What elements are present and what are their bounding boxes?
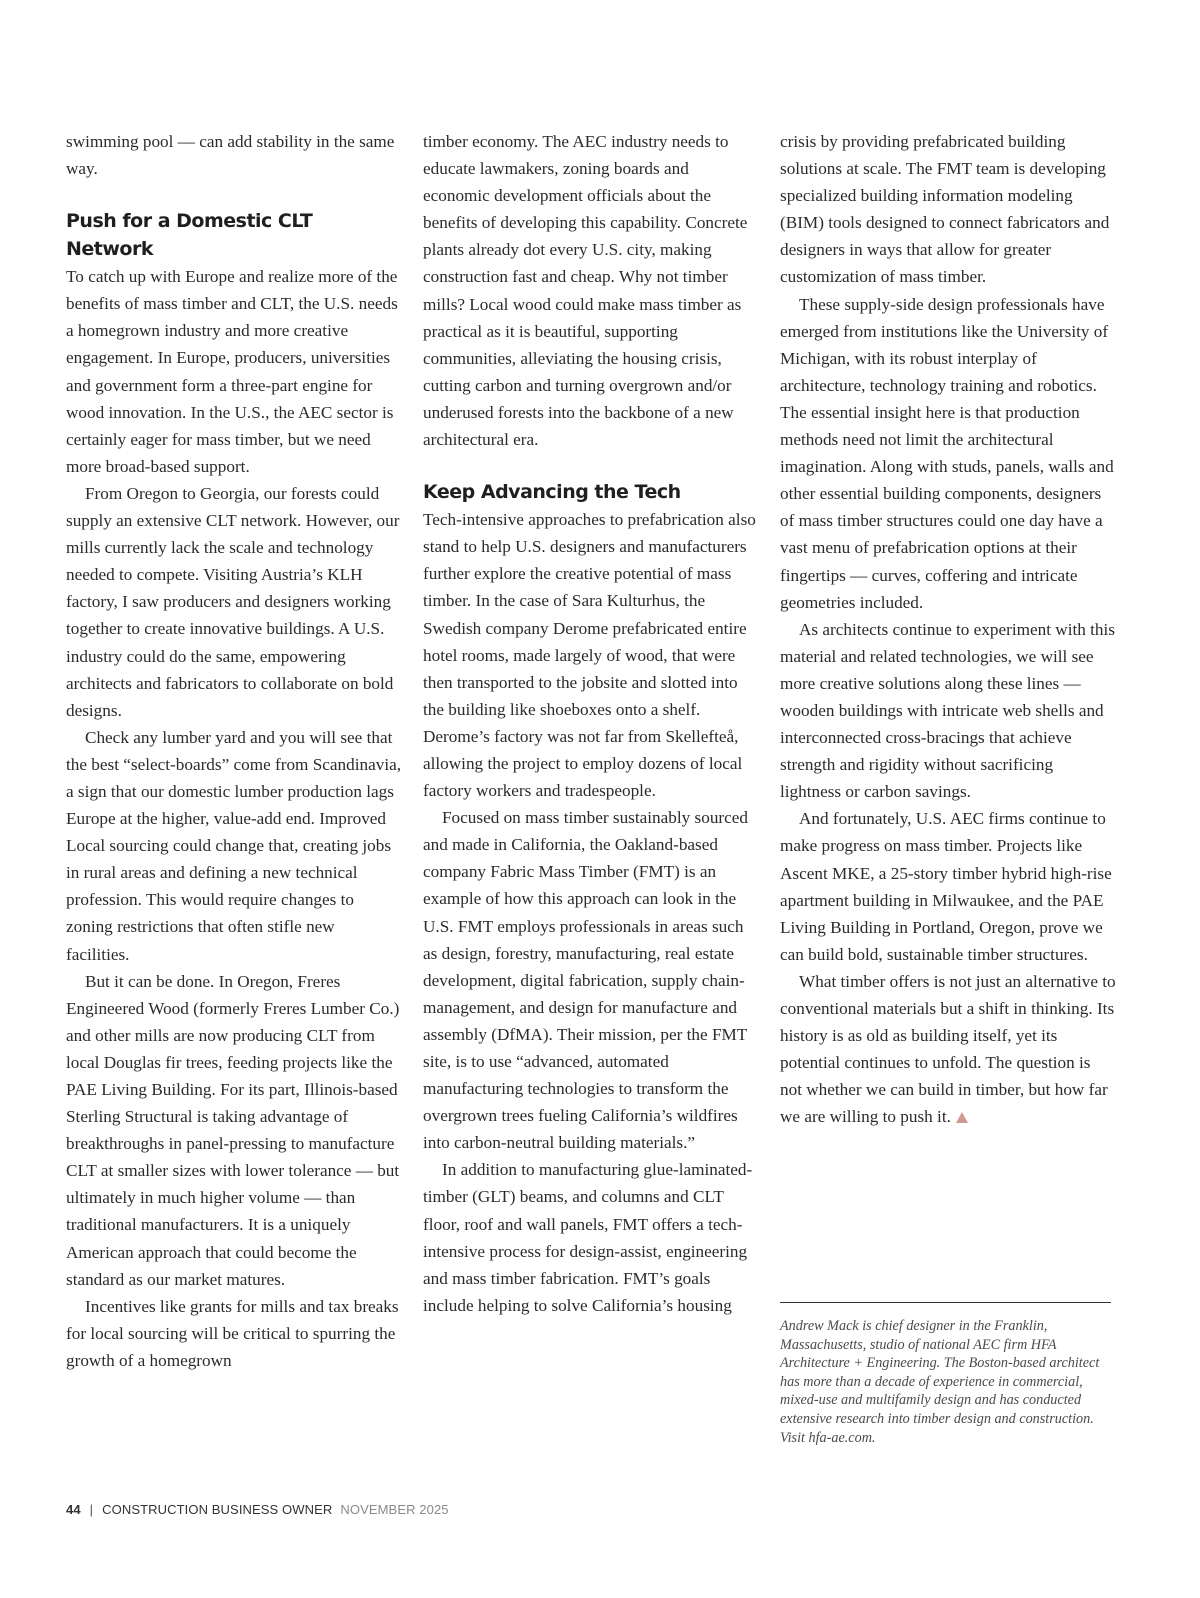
page-footer: [66, 1502, 449, 1517]
paragraph-final: [780, 968, 1116, 1131]
footer-separator: |: [89, 1502, 94, 1517]
paragraph: Tech-intensive approaches to prefabrication also stand to help U.S. designers and manufacturers further explore the creative potential of mass timber. In the case of Sara Kulturhus, the Swedish company Derome prefabricated entire hotel rooms, made largely of wood, that were then transported to the jobsite and slotted into the building like shoeboxes onto a shelf. Derome’s factory was not far from Skellefteå, allowing the project to employ dozens of local factory workers and tradespeople.: [423, 510, 756, 801]
paragraph: In addition to manufacturing glue-laminated-timber (GLT) beams, and columns and CLT floor, roof and wall panels, FMT offers a tech-intensive process for design-assist, engineering and mass timber fabrication. FMT’s goals include helping to solve California’s housing: [423, 1160, 753, 1315]
section-heading: Keep Advancing the Tech: [423, 481, 681, 504]
publication-name: CONSTRUCTION BUSINESS OWNER: [102, 1502, 333, 1517]
paragraph: But it can be done. In Oregon, Freres Engineered Wood (formerly Freres Lumber Co.) and other mills are now producing CLT from local Douglas fir trees, feeding projects like the PAE Living Building. For its part, Illinois-based Sterling Structural is taking advantage of breakthroughs in panel-pressing to manufacture CLT at smaller sizes with lower tolerance — but ultimately in much higher volume — than traditional manufacturers. It is a uniquely American approach that could become the standard as our market matures.: [66, 971, 400, 1289]
article-column-3: [780, 128, 1116, 1130]
paragraph: To catch up with Europe and realize more of the benefits of mass timber and CLT, the U.S. needs a homegrown industry and more creative engagement. In Europe, producers, universities and government form a three-part engine for wood innovation. In the U.S., the AEC sector is certainly eager for mass timber, but we need more broad-based support.: [66, 267, 398, 476]
end-of-article-icon: [956, 1112, 968, 1123]
paragraph: Check any lumber yard and you will see that the best “select-boards” come from Scandinavia, a sign that our domestic lumber production lags Europe at the higher, value-add end. Improved Local sourcing could change that, creating jobs in rural areas and defining a new technical profession. This would require changes to zoning restrictions that often stifle new facilities.: [66, 727, 402, 964]
paragraph: Incentives like grants for mills and tax breaks for local sourcing will be critical to spurring the growth of a homegrown: [66, 1296, 399, 1370]
article-column-1: [66, 128, 402, 1374]
final-paragraph-text: What timber offers is not just an alternative to conventional materials but a shift in thinking. Its history is as old as building itself, yet its potential continues to unfold. The question is not whether we can build in timber, but how far we are willing to push it.: [780, 971, 1116, 1127]
paragraph: From Oregon to Georgia, our forests could supply an extensive CLT network. However, our mills currently lack the scale and technology needed to compete. Visiting Austria’s KLH factory, I saw producers and designers working together to create innovative buildings. A U.S. industry could do the same, empowering architects and fabricators to collaborate on bold designs.: [66, 483, 400, 720]
issue-date: NOVEMBER 2025: [340, 1502, 449, 1517]
paragraph: And fortunately, U.S. AEC firms continue to make progress on mass timber. Projects like Ascent MKE, a 25-story timber hybrid high-rise apartment building in Milwaukee, and the PAE Living Building in Portland, Oregon, prove we can build bold, sustainable timber structures.: [780, 809, 1112, 964]
article-column-2: [423, 128, 759, 1319]
paragraph: swimming pool — can add stability in the same way.: [66, 132, 395, 179]
page-number: 44: [66, 1502, 81, 1517]
section-heading: Push for a Domestic CLT Network: [66, 210, 313, 261]
paragraph: As architects continue to experiment with this material and related technologies, we will see more creative solutions along these lines — wooden buildings with intricate web shells and interconnected cross-bracings that achieve strength and rigidity without sacrificing lightness or carbon savings.: [780, 619, 1115, 802]
paragraph: These supply-side design professionals have emerged from institutions like the University of Michigan, with its robust interplay of architecture, technology training and robotics. The essential insight here is that production methods need not limit the architectural imagination. Along with studs, panels, walls and other essential building components, designers of mass timber structures could one day have a vast menu of prefabrication options at their fingertips — curves, coffering and intricate geometries included.: [780, 294, 1114, 612]
author-bio: Andrew Mack is chief designer in the Franklin, Massachusetts, studio of national AEC firm HFA Architecture + Engineering. The Boston-based architect has more than a decade of experience in commercial, mixed-use and multifamily design and has conducted extensive research into timber design and construction. Visit hfa-ae.com.: [780, 1302, 1111, 1447]
paragraph: Focused on mass timber sustainably sourced and made in California, the Oakland-based company Fabric Mass Timber (FMT) is an example of how this approach can look in the U.S. FMT employs professionals in areas such as design, forestry, manufacturing, real estate development, digital fabrication, supply chain-management, and design for manufacture and assembly (DfMA). Their mission, per the FMT site, is to use “advanced, automated manufacturing technologies to transform the overgrown trees fueling California’s wildfires into carbon-neutral building materials.”: [423, 808, 748, 1153]
paragraph: crisis by providing prefabricated building solutions at scale. The FMT team is developing specialized building information modeling (BIM) tools designed to connect fabricators and designers in ways that allow for greater customization of mass timber.: [780, 132, 1110, 287]
paragraph: timber economy. The AEC industry needs to educate lawmakers, zoning boards and economic development officials about the benefits of developing this capability. Concrete plants already dot every U.S. city, making construction fast and cheap. Why not timber mills? Local wood could make mass timber as practical as it is beautiful, supporting communities, alleviating the housing crisis, cutting carbon and turning overgrown and/or underused forests into the backbone of a new architectural era.: [423, 132, 748, 450]
